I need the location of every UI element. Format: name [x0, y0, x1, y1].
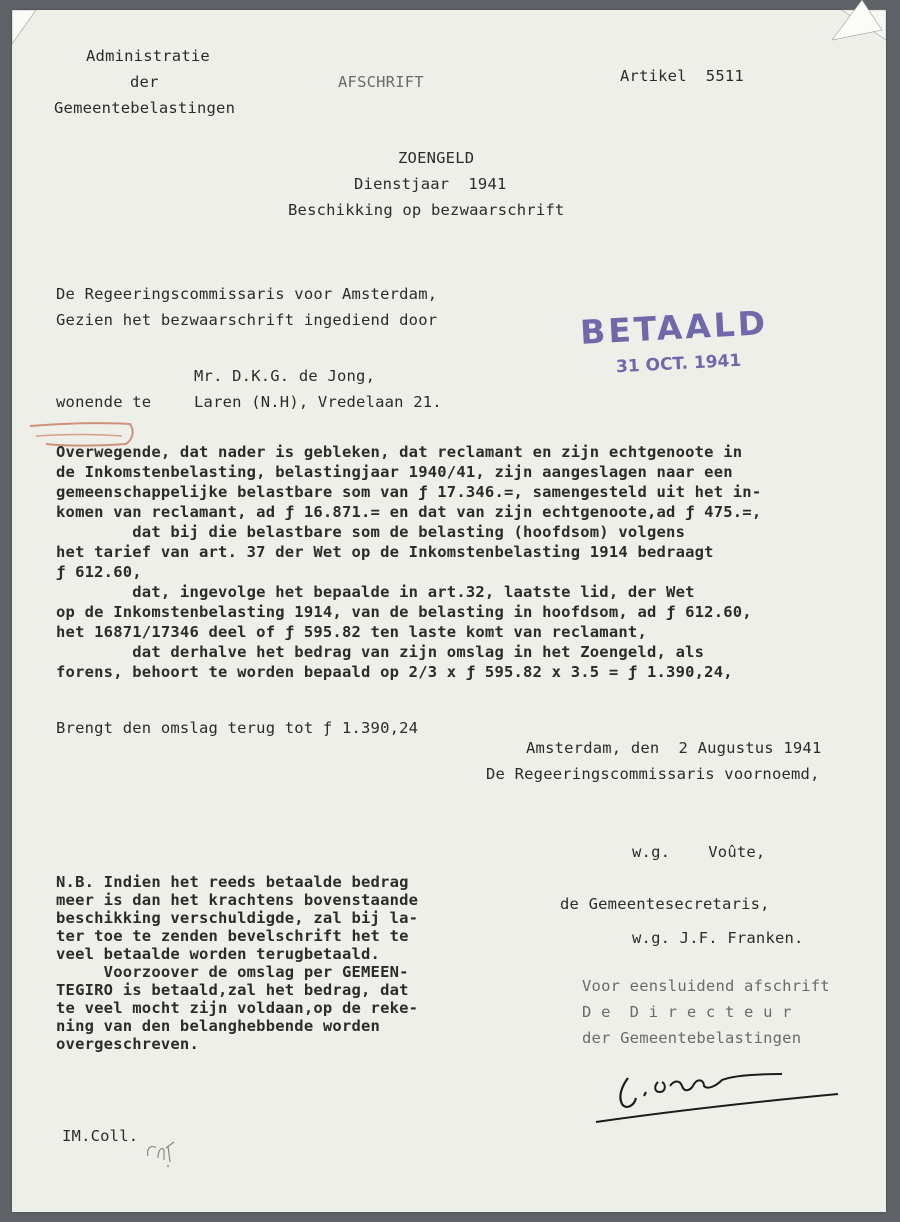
reclamant-name: Mr. D.K.G. de Jong,: [194, 367, 376, 385]
note-line-1: N.B. Indien het reeds betaalde bedrag: [56, 873, 409, 891]
title-beschikking: Beschikking op bezwaarschrift: [288, 201, 565, 219]
copy-line-2: D e D i r e c t e u r: [582, 1003, 792, 1021]
document-page: [12, 10, 886, 1212]
note-line-5: veel betaalde worden terugbetaald.: [56, 945, 381, 963]
pencil-initials: [144, 1134, 184, 1170]
note-line-10: overgeschreven.: [56, 1035, 199, 1053]
note-line-8: te veel mocht zijn voldaan,op de reke-: [56, 999, 419, 1017]
admin-line-2: der: [130, 73, 159, 91]
body-line-11: dat derhalve het bedrag van zijn omslag in het Zoengeld, als: [56, 643, 705, 661]
note-line-9: ning van den belanghebbende worden: [56, 1017, 381, 1035]
note-line-7: TEGIRO is betaald,zal het bedrag, dat: [56, 981, 409, 999]
corner-fold-left: [12, 10, 42, 50]
title-zoengeld: ZOENGELD: [398, 149, 475, 167]
signoff-role: De Regeeringscommissaris voornoemd,: [486, 765, 820, 783]
body-line-4: komen van reclamant, ad ƒ 16.871.= en dat van zijn echtgenoote,ad ƒ 475.=,: [56, 503, 762, 521]
artikel-number: Artikel 5511: [620, 67, 744, 85]
director-signature: [592, 1056, 842, 1126]
wg-franken: w.g. J.F. Franken.: [632, 929, 804, 947]
decision-line: Brengt den omslag terug tot ƒ 1.390,24: [56, 719, 419, 737]
body-line-3: gemeenschappelijke belastbare som van ƒ 17.346.=, samengesteld uit het in-: [56, 483, 762, 501]
copy-line-1: Voor eensluidend afschrift: [582, 977, 830, 995]
body-line-12: forens, behoort te worden bepaald op 2/3 x ƒ 595.82 x 3.5 = ƒ 1.390,24,: [56, 663, 733, 681]
note-line-6: Voorzoover de omslag per GEMEEN-: [56, 963, 409, 981]
betaald-stamp: BETAALD: [579, 303, 770, 352]
note-line-4: ter toe te zenden bevelschrift het te: [56, 927, 409, 945]
title-dienstjaar: Dienstjaar 1941: [354, 175, 507, 193]
reclamant-address: Laren (N.H), Vredelaan 21.: [194, 393, 442, 411]
place-date: Amsterdam, den 2 Augustus 1941: [526, 739, 822, 757]
coll-label: IM.Coll.: [62, 1127, 139, 1145]
body-line-5: dat bij die belastbare som de belasting (hoofdsom) volgens: [56, 523, 686, 541]
body-line-8: dat, ingevolge het bepaalde in art.32, laatste lid, der Wet: [56, 583, 695, 601]
body-line-7: ƒ 612.60,: [56, 563, 142, 581]
body-line-1: Overwegende, dat nader is gebleken, dat reclamant en zijn echtgenoote in: [56, 443, 743, 461]
wg-voute: w.g. Voûte,: [632, 843, 766, 861]
wonende-label: wonende te: [56, 393, 152, 411]
copy-line-3: der Gemeentebelastingen: [582, 1029, 802, 1047]
stamp-date: 31 OCT. 1941: [615, 350, 742, 378]
admin-line-3: Gemeentebelastingen: [54, 99, 236, 117]
body-line-6: het tarief van art. 37 der Wet op de Inkomstenbelasting 1914 bedraagt: [56, 543, 714, 561]
corner-fold-right: [812, 0, 886, 50]
note-line-3: beschikking verschuldigde, zal bij la-: [56, 909, 419, 927]
intro-line-2: Gezien het bezwaarschrift ingediend door: [56, 311, 438, 329]
afschrift-label: AFSCHRIFT: [338, 73, 424, 91]
admin-line-1: Administratie: [86, 47, 210, 65]
body-line-10: het 16871/17346 deel of ƒ 595.82 ten laste komt van reclamant,: [56, 623, 647, 641]
note-line-2: meer is dan het krachtens bovenstaande: [56, 891, 419, 909]
secretary-label: de Gemeentesecretaris,: [560, 895, 770, 913]
body-line-9: op de Inkomstenbelasting 1914, van de belasting in hoofdsom, ad ƒ 612.60,: [56, 603, 752, 621]
body-line-2: de Inkomstenbelasting, belastingjaar 1940/41, zijn aangeslagen naar een: [56, 463, 733, 481]
intro-line-1: De Regeeringscommissaris voor Amsterdam,: [56, 285, 438, 303]
